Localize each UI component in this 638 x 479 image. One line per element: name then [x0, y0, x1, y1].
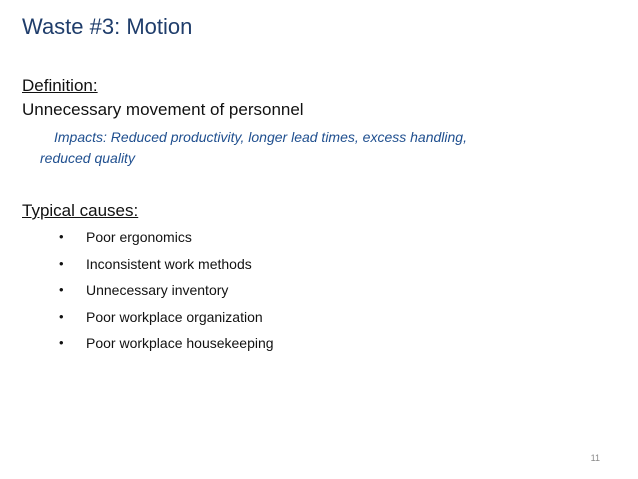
page-number: 11: [590, 453, 600, 463]
slide-title: Waste #3: Motion: [22, 14, 193, 39]
bullet-icon: •: [59, 255, 64, 271]
impacts-note: [40, 127, 560, 169]
cause-text: Poor workplace organization: [86, 308, 263, 325]
bullet-icon: •: [59, 229, 64, 244]
definition-heading: Definition:: [22, 76, 98, 95]
bullet-icon: •: [59, 335, 64, 350]
impacts-line-1: Impacts: Reduced productivity, longer lead times, excess handling,: [54, 129, 467, 145]
definition-text: Unnecessary movement of personnel: [22, 100, 304, 119]
typical-causes-heading: Typical causes:: [22, 201, 139, 220]
cause-text: Unnecessary inventory: [86, 282, 229, 298]
cause-text: Inconsistent work methods: [86, 255, 252, 272]
impacts-line-2: reduced quality: [40, 150, 135, 166]
cause-text: Poor ergonomics: [86, 229, 192, 245]
cause-text: Poor workplace housekeeping: [86, 335, 274, 351]
bullet-icon: •: [59, 282, 64, 297]
bullet-icon: •: [59, 308, 64, 324]
